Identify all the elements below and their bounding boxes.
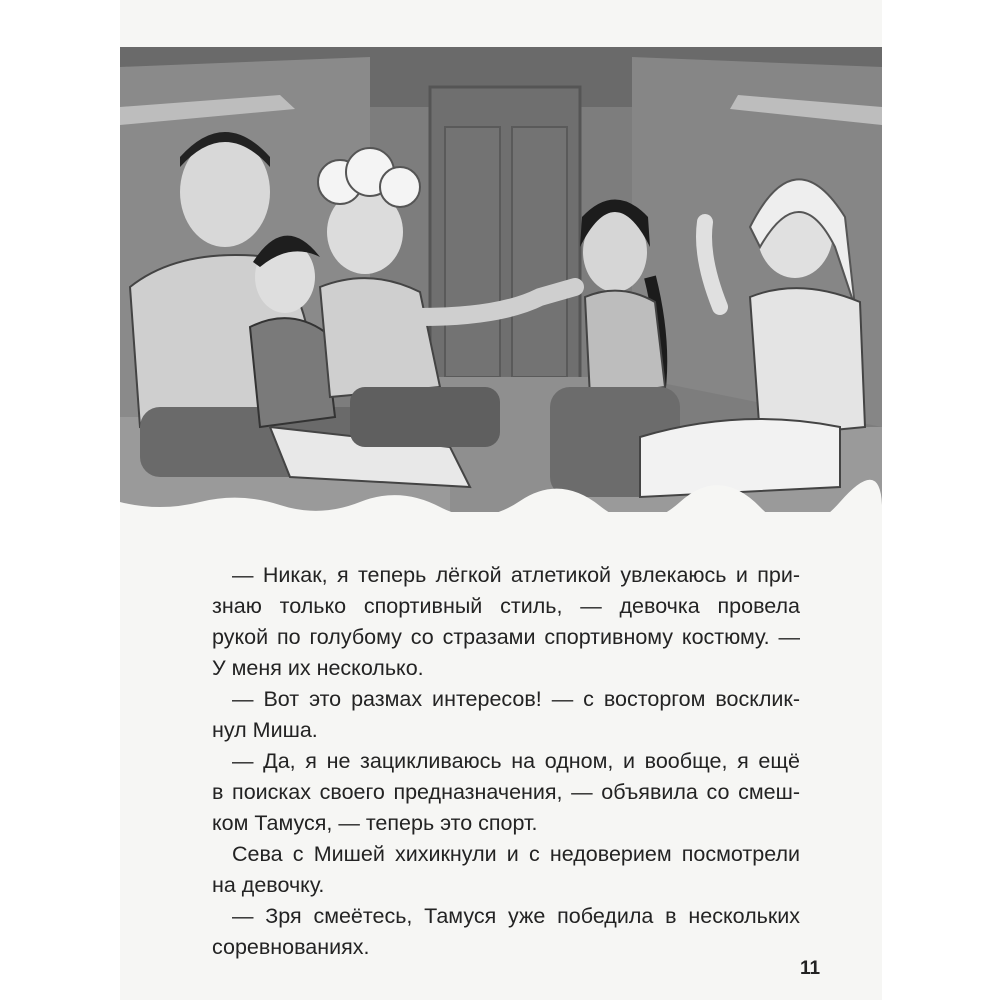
text-line: в поисках своего предназначения, — объявила со смеш- xyxy=(212,780,800,804)
text-line: У меня их несколько. xyxy=(212,656,424,680)
story-text xyxy=(212,560,800,963)
page-number: 11 xyxy=(799,958,821,979)
text-line: нул Миша. xyxy=(212,718,318,742)
text-line: рукой по голубому со стразами спортивному костюму. — xyxy=(212,625,800,649)
illustration xyxy=(120,47,882,512)
text-line: — Вот это размах интересов! — с восторгом восклик- xyxy=(232,687,800,711)
train-compartment-illustration xyxy=(120,47,882,512)
text-line: — Никак, я теперь лёгкой атлетикой увлекаюсь и при- xyxy=(232,563,800,587)
text-line: ком Тамуся, — теперь это спорт. xyxy=(212,811,538,835)
text-line: знаю только спортивный стиль, — девочка провела xyxy=(212,594,800,618)
text-line: на девочку. xyxy=(212,873,325,897)
text-line: соревнованиях. xyxy=(212,935,370,959)
text-line: — Зря смеётесь, Тамуся уже победила в нескольких xyxy=(232,904,800,928)
text-line: Сева с Мишей хихикнули и с недоверием посмотрели xyxy=(232,842,800,866)
text-line: — Да, я не зацикливаюсь на одном, и вообще, я ещё xyxy=(232,749,800,773)
